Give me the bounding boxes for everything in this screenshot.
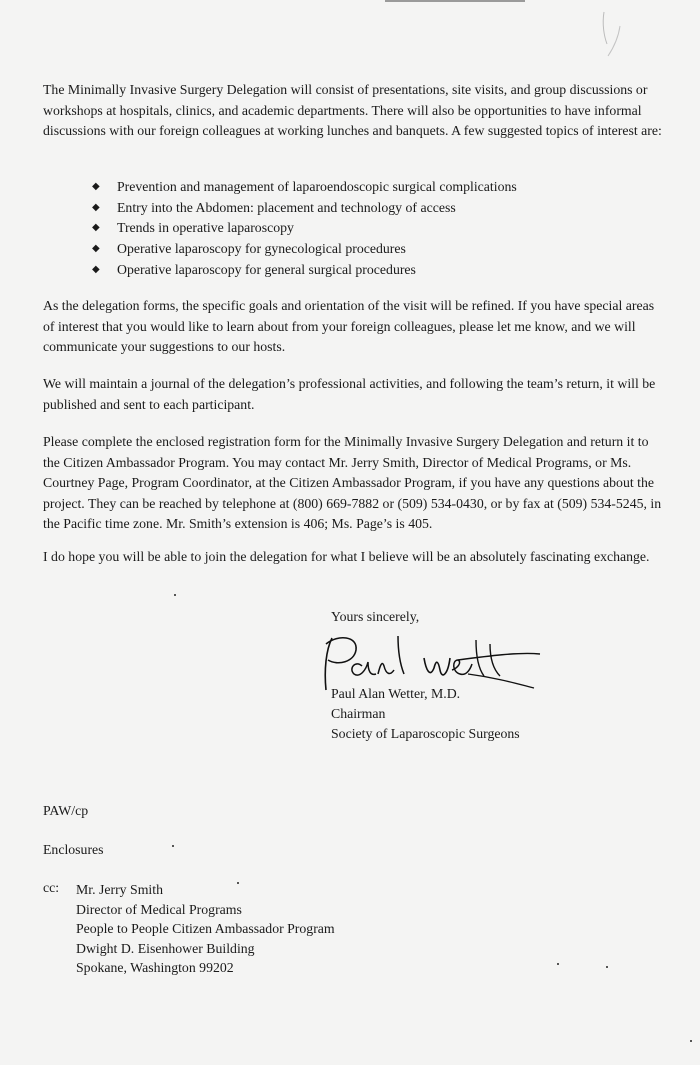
typist-initials: PAW/cp [43,803,89,818]
diamond-bullet-icon: ◆ [92,181,100,192]
signer-name: Paul Alan Wetter, M.D. [331,686,461,701]
cc-line: Dwight D. Eisenhower Building [76,940,255,956]
cc-line: People to People Citizen Ambassador Program [76,921,335,936]
list-item [92,177,517,198]
diamond-bullet-icon: ◆ [92,243,100,255]
paragraph-delegation-overview: The Minimally Invasive Surgery Delegation will consist of presentations, site visits, and group discussions or workshops at hospitals, clinics, and academic departments. There will also be opportunities to have informal discussions with our foreign colleagues at working lunches and banquets. A few suggested topics of interest are: [43,82,662,138]
topic-list [92,177,517,281]
list-item [92,260,517,281]
paragraph-goals: As the delegation forms, the specific goals and orientation of the visit will be refined. If you have special areas of interest that you would like to learn about from your foreign colleagues, please let me know, and we will communicate your suggestions to our hosts. [43,298,655,354]
diamond-bullet-icon: ◆ [92,201,100,213]
topic-text: Operative laparoscopy for gynecological procedures [117,241,406,257]
scan-speck [690,1040,692,1042]
signature-block [331,684,520,744]
topic-text: Prevention and management of laparoendoscopic surgical complications [117,179,517,194]
cc-label: cc: [43,880,60,895]
scan-speck [237,882,239,884]
cc-recipient-block [76,880,335,978]
signer-organization: Society of Laparoscopic Surgeons [331,726,520,741]
diamond-bullet-icon: ◆ [92,263,100,275]
signer-title: Chairman [331,706,386,721]
scan-speck [606,966,608,968]
scan-edge-mark [385,0,525,2]
cc-line: Spokane, Washington 99202 [76,960,234,975]
page-corner-mark [598,10,628,60]
paragraph-closing-hope: I do hope you will be able to join the delegation for what I believe will be an absolutely fascinating exchange. [43,549,650,564]
cc-line: Director of Medical Programs [76,901,242,917]
list-item [92,198,517,219]
scan-speck [174,594,176,596]
topic-text: Trends in operative laparoscopy [117,220,294,236]
topic-text: Operative laparoscopy for general surgical procedures [117,261,416,277]
cc-line: Mr. Jerry Smith [76,882,163,897]
topic-text: Entry into the Abdomen: placement and technology of access [117,199,456,215]
closing-salutation: Yours sincerely, [331,609,420,624]
list-item [92,239,517,260]
diamond-bullet-icon: ◆ [92,222,100,234]
paragraph-journal: We will maintain a journal of the delegation’s professional activities, and following the team’s return, it will be published and sent to each participant. [43,376,656,412]
scan-speck [172,845,174,847]
enclosures-note: Enclosures [43,842,104,857]
scan-speck [557,963,559,965]
list-item [92,218,517,239]
paragraph-registration: Please complete the enclosed registration form for the Minimally Invasive Surgery Delegation and return it to the Citizen Ambassador Program. You may contact Mr. Jerry Smith, Director of Medical Programs, or Ms. Courtney Page, Program Coordinator, at the Citizen Ambassador Program, if you have any questions about the project. They can be reached by telephone at (800) 669-7882 or (509) 534-0430, or by fax at (509) 534-5245, in the Pacific time zone. Mr. Smith’s extension is 406; Ms. Page’s is 405. [43,434,662,531]
